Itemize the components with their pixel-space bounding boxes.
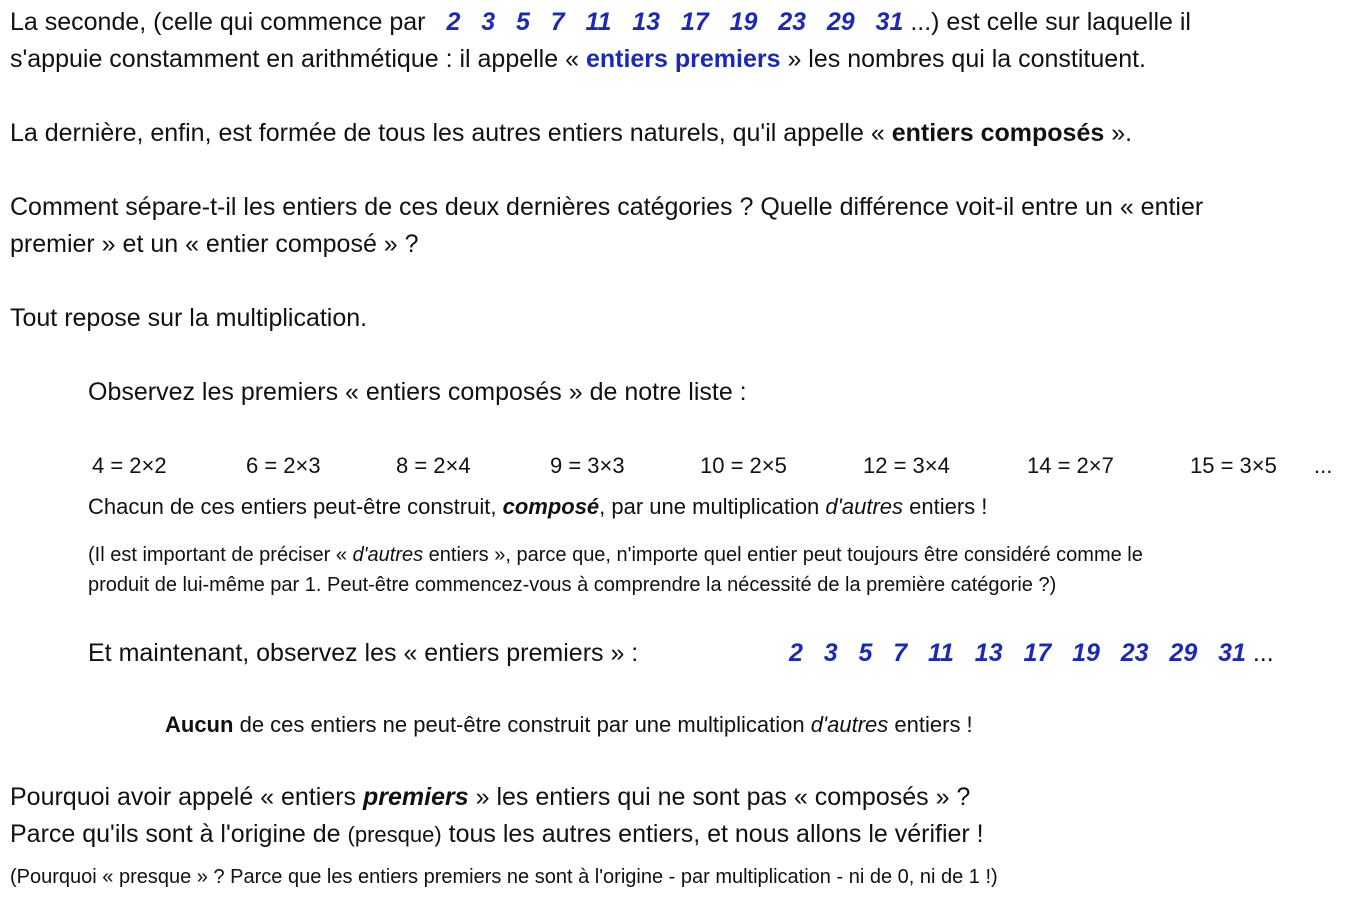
text-pourquoi-rest: » les entiers qui ne sont pas « composés » ? bbox=[475, 783, 971, 811]
paragraph-important-line2: produit de lui-même par 1. Peut-être commencez-vous à comprendre la nécessité de la première catégorie ?) bbox=[88, 574, 1057, 596]
term-entiers-composes: entiers composés bbox=[891, 119, 1105, 147]
paragraph-observez-composes: Observez les premiers « entiers composés » de notre liste : bbox=[88, 378, 747, 406]
text-derniere: La dernière, enfin, est formée de tous les autres entiers naturels, qu'il appelle « bbox=[10, 119, 885, 147]
paragraph-derniere bbox=[10, 121, 1132, 146]
text-close-quote: ». bbox=[1111, 119, 1133, 147]
term-aucun: Aucun bbox=[165, 712, 234, 737]
prime-number: 13 bbox=[974, 639, 1003, 667]
prime-number: 5 bbox=[858, 639, 873, 667]
equation: 9 = 3×3 bbox=[550, 453, 625, 478]
equations-ellipsis: ... bbox=[1314, 453, 1333, 478]
term-dautres: d'autres bbox=[352, 544, 424, 566]
prime-number: 7 bbox=[550, 8, 565, 36]
prime-number: 23 bbox=[1120, 639, 1149, 667]
prime-number: 3 bbox=[823, 639, 838, 667]
prime-number: 31 bbox=[1218, 639, 1246, 667]
paragraph-seconde-line1 bbox=[10, 10, 1191, 35]
prime-number: 17 bbox=[680, 8, 709, 36]
prime-number: 29 bbox=[826, 8, 855, 36]
prime-number: 11 bbox=[585, 8, 612, 36]
term-presque: (presque) bbox=[347, 822, 442, 847]
prime-number: 19 bbox=[729, 8, 758, 36]
paragraph-pourquoi bbox=[10, 785, 970, 810]
prime-number: 3 bbox=[481, 8, 496, 36]
equation: 10 = 2×5 bbox=[700, 453, 787, 478]
text-seconde-start: La seconde, (celle qui commence par bbox=[10, 8, 426, 36]
paragraph-seconde-line2 bbox=[10, 47, 1146, 72]
prime-number: 31 bbox=[875, 8, 904, 36]
prime-numbers bbox=[789, 639, 1253, 667]
text-constituent: » les nombres qui la constituent. bbox=[787, 45, 1146, 73]
prime-number: 2 bbox=[446, 8, 461, 36]
paragraph-parce-que bbox=[10, 822, 984, 847]
text-appelle: s'appuie constamment en arithmétique : il appelle « bbox=[10, 45, 579, 73]
equation: 14 = 2×7 bbox=[1027, 453, 1114, 478]
paragraph-pourquoi-presque: (Pourquoi « presque » ? Parce que les entiers premiers ne sont à l'origine - par multiplication - ni de 0, ni de 1 !) bbox=[10, 866, 998, 888]
prime-number: 19 bbox=[1072, 639, 1100, 667]
term-premiers: premiers bbox=[363, 783, 469, 811]
prime-number: 17 bbox=[1023, 639, 1052, 667]
equation: 6 = 2×3 bbox=[246, 453, 321, 478]
paragraph-question-line2: premier » et un « entier composé » ? bbox=[10, 230, 419, 258]
equation: 15 = 3×5 bbox=[1190, 453, 1277, 478]
equation: 4 = 2×2 bbox=[92, 453, 167, 478]
paragraph-chacun bbox=[88, 496, 987, 518]
term-entiers-premiers: entiers premiers bbox=[585, 45, 781, 73]
term-dautres: d'autres bbox=[825, 494, 904, 519]
text-entiers: entiers ! bbox=[909, 494, 988, 519]
text-parce-quils: Parce qu'ils sont à l'origine de bbox=[10, 820, 341, 848]
text-pourquoi: Pourquoi avoir appelé « entiers bbox=[10, 783, 357, 811]
paragraph-question-line1: Comment sépare-t-il les entiers de ces deux dernières catégories ? Quelle différence voit-il entre un « entier bbox=[10, 193, 1204, 221]
paragraph-multiplication: Tout repose sur la multiplication. bbox=[10, 304, 368, 332]
text-entiers: entiers ! bbox=[894, 712, 973, 737]
equation: 8 = 2×4 bbox=[396, 453, 471, 478]
text-seconde-end: ...) est celle sur laquelle il bbox=[910, 8, 1191, 36]
prime-list bbox=[789, 641, 1274, 666]
prime-number: 13 bbox=[632, 8, 661, 36]
text-par-une: , par une multiplication bbox=[599, 494, 820, 519]
text-parce-rest: tous les autres entiers, et nous allons le vérifier ! bbox=[448, 820, 984, 848]
prime-number: 29 bbox=[1169, 639, 1198, 667]
prime-number: 23 bbox=[778, 8, 807, 36]
text-important: (Il est important de préciser « bbox=[88, 544, 347, 566]
paragraph-important-line1 bbox=[88, 545, 1143, 565]
prime-number: 7 bbox=[893, 639, 908, 667]
term-compose: composé bbox=[502, 494, 600, 519]
prime-list-inline bbox=[446, 8, 910, 36]
prime-number: 2 bbox=[789, 639, 803, 667]
text-chacun: Chacun de ces entiers peut-être construit, bbox=[88, 494, 497, 519]
equation: 12 = 3×4 bbox=[863, 453, 950, 478]
text-aucun-rest: de ces entiers ne peut-être construit par une multiplication bbox=[239, 712, 805, 737]
text-parce-que: entiers », parce que, n'importe quel entier peut toujours être considéré comme le bbox=[428, 544, 1143, 566]
paragraph-aucun bbox=[165, 714, 973, 736]
paragraph-observez-premiers: Et maintenant, observez les « entiers premiers » : bbox=[88, 639, 639, 667]
prime-list-ellipsis: ... bbox=[1252, 639, 1274, 667]
prime-number: 11 bbox=[928, 639, 954, 667]
prime-number: 5 bbox=[515, 8, 530, 36]
term-dautres: d'autres bbox=[810, 712, 889, 737]
